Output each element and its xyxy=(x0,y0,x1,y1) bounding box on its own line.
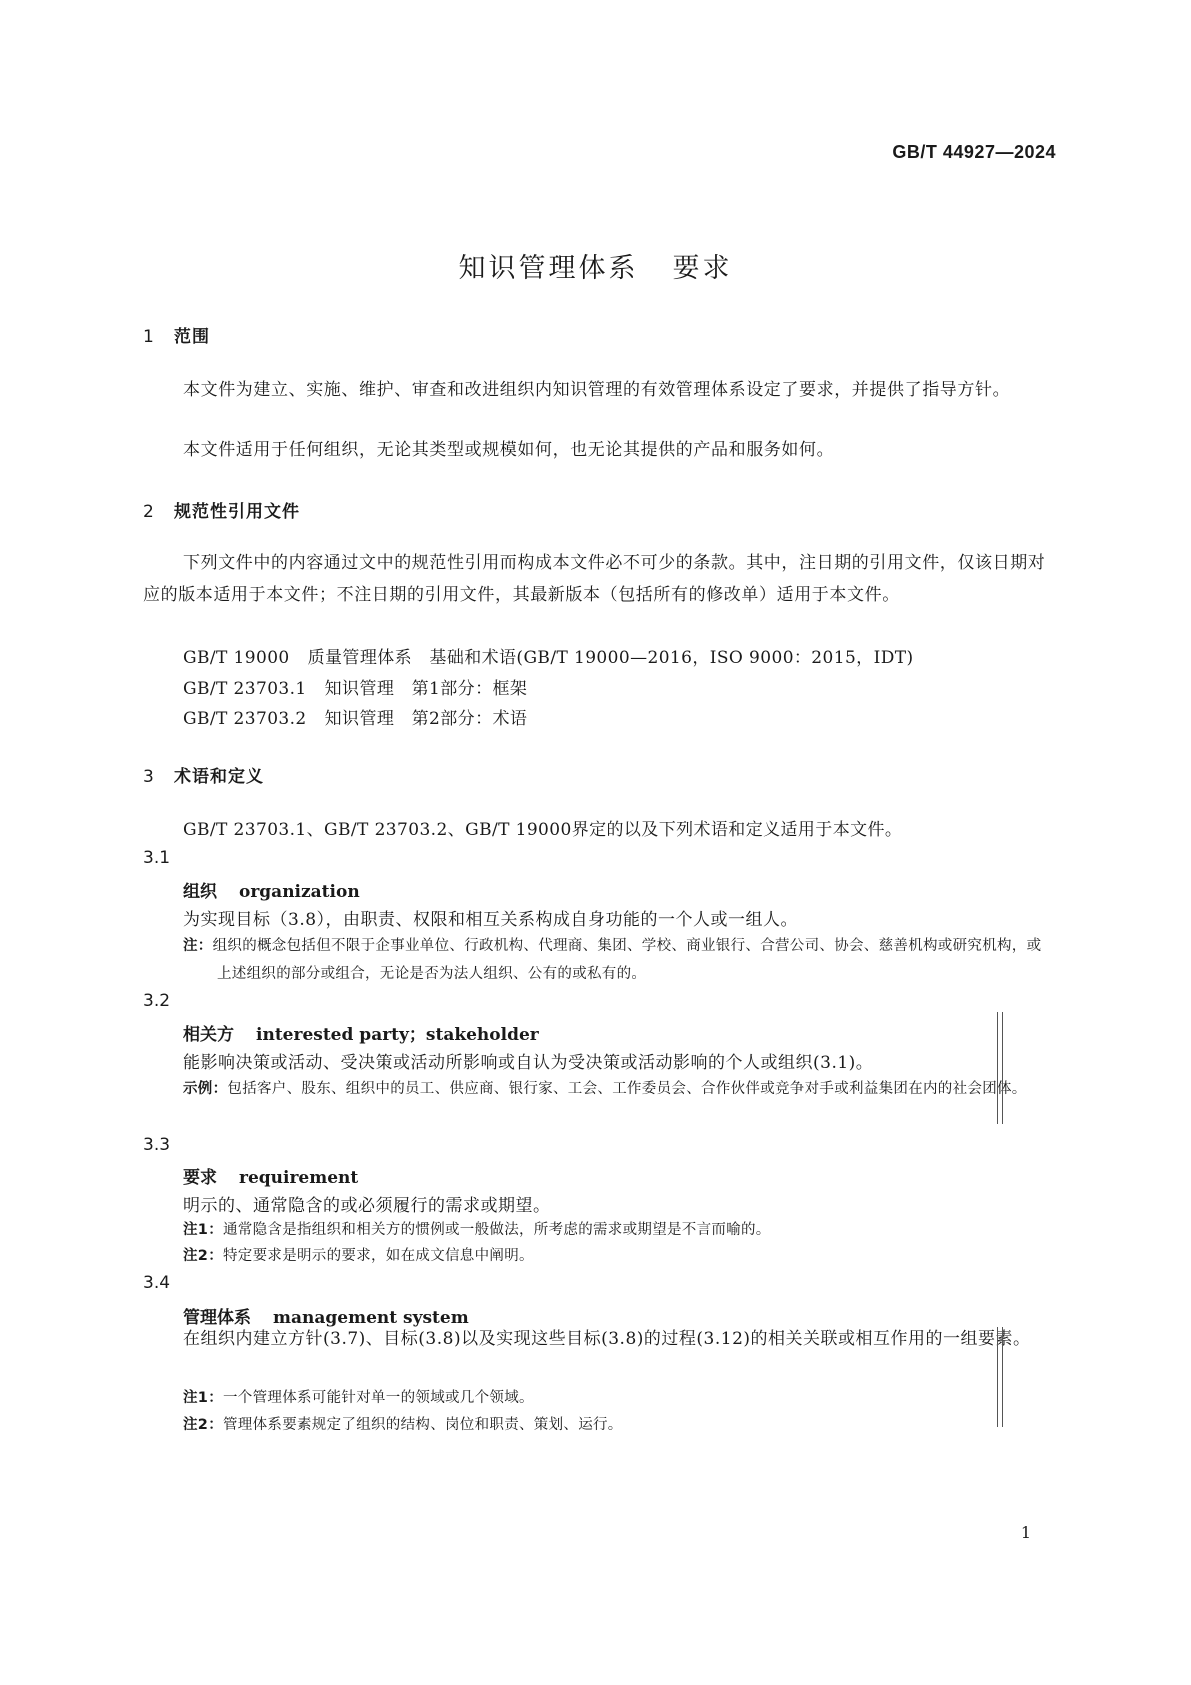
section-3-intro: GB/T 23703.1、GB/T 23703.2、GB/T 19000界定的以及下列术语和定义适用于本文件。 xyxy=(183,820,903,840)
term-number: 3.3 xyxy=(143,1135,171,1155)
standard-code: GB/T 44927—2024 xyxy=(892,142,1056,162)
section-2-para: 下列文件中的内容通过文中的规范性引用而构成本文件必不可少的条款。其中，注日期的引用文件，仅该日期对应的版本适用于本文件；不注日期的引用文件，其最新版本（包括所有的修改单）适用于本文件。 xyxy=(143,553,1046,605)
section-3-heading: 3 术语和定义 xyxy=(143,767,264,787)
term-note: 注2：管理体系要素规定了组织的结构、岗位和职责、策划、运行。 xyxy=(183,1417,623,1433)
term-name: 相关方 interested party；stakeholder xyxy=(183,1025,539,1045)
term-definition: 为实现目标（3.8），由职责、权限和相互关系构成自身功能的一个人或一组人。 xyxy=(183,910,799,930)
term-name: 要求 requirement xyxy=(183,1168,359,1188)
page-number: 1 xyxy=(1020,1523,1031,1542)
document-title xyxy=(0,246,1191,285)
section-1-heading: 1 范围 xyxy=(143,327,210,347)
term-note: 注：组织的概念包括但不限于企事业单位、行政机构、代理商、集团、学校、商业银行、合营公司、协会、慈善机构或研究机构，或上述组织的部分或组合，无论是否为法人组织、公有的或私有的。 xyxy=(183,938,1042,982)
term-example: 示例：包括客户、股东、组织中的员工、供应商、银行家、工会、工作委员会、合作伙伴或竞争对手或利益集团在内的社会团体。 xyxy=(183,1081,1027,1097)
change-bar xyxy=(997,1012,1003,1124)
normative-reference-item: GB/T 23703.2 知识管理 第2部分：术语 xyxy=(183,709,528,729)
term-number: 3.2 xyxy=(143,991,171,1011)
term-definition: 在组织内建立方针(3.7)、目标(3.8)以及实现这些目标(3.8)的过程(3.12)的相关关联或相互作用的一组要素。 xyxy=(183,1329,1031,1349)
section-1-para-1: 本文件为建立、实施、维护、审查和改进组织内知识管理的有效管理体系设定了要求，并提供了指导方针。 xyxy=(183,380,1011,400)
document-title-sub: 要求 xyxy=(672,253,733,284)
change-bar xyxy=(997,1327,1003,1427)
section-2-heading: 2 规范性引用文件 xyxy=(143,502,300,522)
term-note: 注1：通常隐含是指组织和相关方的惯例或一般做法，所考虑的需求或期望是不言而喻的。 xyxy=(183,1222,771,1238)
normative-reference-item: GB/T 19000 质量管理体系 基础和术语(GB/T 19000—2016，ISO 9000：2015，IDT) xyxy=(183,648,914,668)
term-definition: 能影响决策或活动、受决策或活动所影响或自认为受决策或活动影响的个人或组织(3.1)。 xyxy=(183,1053,874,1073)
term-definition: 明示的、通常隐含的或必须履行的需求或期望。 xyxy=(183,1196,551,1216)
document-title-main: 知识管理体系 xyxy=(458,253,639,284)
term-note: 注2：特定要求是明示的要求，如在成文信息中阐明。 xyxy=(183,1248,534,1264)
section-1-para-2: 本文件适用于任何组织，无论其类型或规模如何，也无论其提供的产品和服务如何。 xyxy=(183,440,835,460)
term-name: 组织 organization xyxy=(183,882,360,902)
term-number: 3.1 xyxy=(143,848,171,868)
term-name: 管理体系 management system xyxy=(183,1308,469,1328)
term-number: 3.4 xyxy=(143,1273,171,1293)
normative-reference-item: GB/T 23703.1 知识管理 第1部分：框架 xyxy=(183,679,528,699)
term-note: 注1：一个管理体系可能针对单一的领域或几个领域。 xyxy=(183,1390,534,1406)
